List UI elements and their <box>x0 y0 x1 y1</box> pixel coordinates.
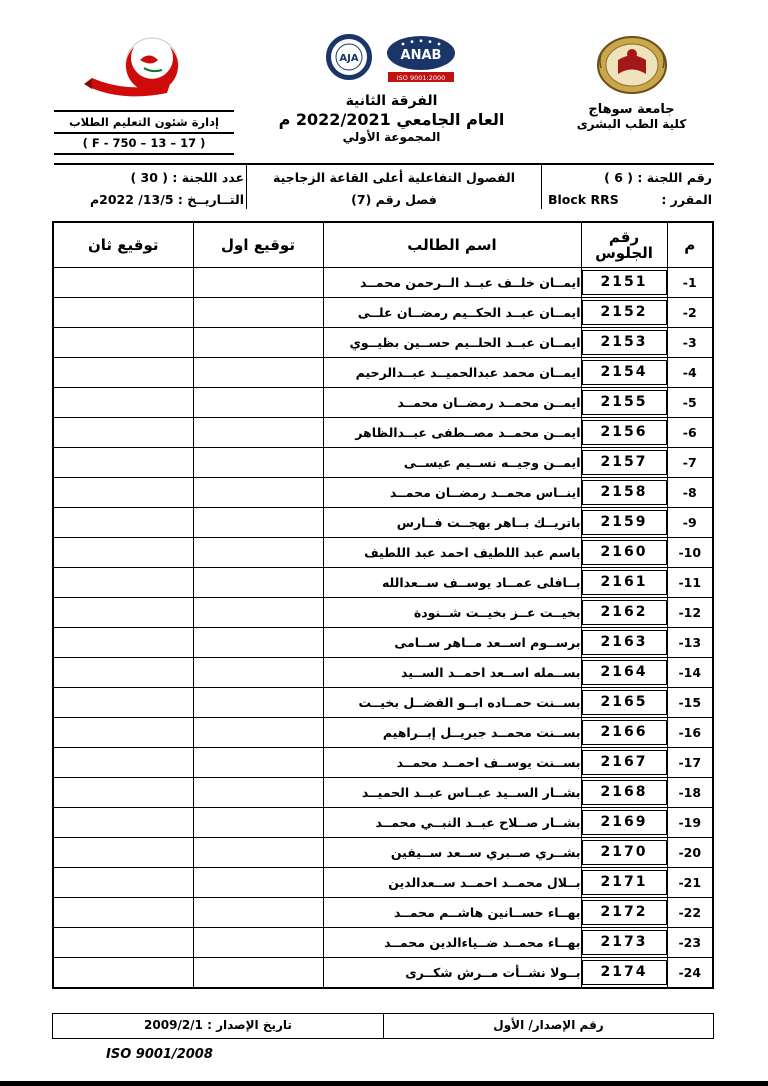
student-name: ايمــن محمــد مصــطفى عبــدالظاهر <box>323 418 581 448</box>
row-serial: 11- <box>667 568 713 598</box>
signature1-cell <box>193 928 323 958</box>
seat-cell <box>581 748 667 778</box>
signature1-cell <box>193 298 323 328</box>
university-crescent-logo-icon <box>74 85 214 104</box>
signature1-cell <box>193 508 323 538</box>
exam-date: التــاريــخ : 13/5/ 2022م <box>89 192 244 207</box>
signature1-cell <box>193 628 323 658</box>
signature1-cell <box>193 418 323 448</box>
footer-issue-box <box>52 1013 714 1039</box>
table-row <box>53 718 713 748</box>
signature2-cell <box>53 598 193 628</box>
student-name: باسم عبد اللطيف احمد عبد اللطيف <box>323 538 581 568</box>
signature1-cell <box>193 388 323 418</box>
seat-number: 2162 <box>582 600 667 625</box>
form-code: ( F - 750 – 13 – 17 ) <box>54 134 234 155</box>
signature1-cell <box>193 358 323 388</box>
seat-cell <box>581 538 667 568</box>
table-row <box>53 478 713 508</box>
seat-cell <box>581 358 667 388</box>
table-row <box>53 508 713 538</box>
seat-cell <box>581 418 667 448</box>
student-name: بســنت يوســف احمــد محمــد <box>323 748 581 778</box>
col-header-signature2: توقيع ثان <box>53 222 193 268</box>
table-row <box>53 358 713 388</box>
col-header-signature1: توقيع اول <box>193 222 323 268</box>
row-serial: 10- <box>667 538 713 568</box>
table-row <box>53 298 713 328</box>
grade-title: الفرقة الثانية <box>345 93 438 109</box>
aja-label: AJA <box>338 53 359 64</box>
table-row <box>53 268 713 298</box>
seat-number: 2152 <box>582 300 667 325</box>
course-row <box>542 187 714 209</box>
row-serial: 17- <box>667 748 713 778</box>
student-name: ايمــن وجيــه نســيم عيســى <box>323 448 581 478</box>
department-box <box>54 110 234 155</box>
seat-number: 2170 <box>582 840 667 865</box>
anab-iso-label: ISO 9001:2000 <box>396 74 445 82</box>
table-row <box>53 628 713 658</box>
seat-number: 2159 <box>582 510 667 535</box>
seat-number: 2165 <box>582 690 667 715</box>
seat-cell <box>581 718 667 748</box>
course-value: Block RRS <box>548 192 619 207</box>
seat-cell <box>581 268 667 298</box>
table-row <box>53 778 713 808</box>
row-serial: 6- <box>667 418 713 448</box>
signature2-cell <box>53 628 193 658</box>
table-row <box>53 688 713 718</box>
student-name: بخيــت عــز بخيــت شــنودة <box>323 598 581 628</box>
issue-number: رقم الإصدار/ الأول <box>383 1014 713 1038</box>
row-serial: 3- <box>667 328 713 358</box>
faculty-name: كلية الطب البشرى <box>576 117 687 131</box>
table-row <box>53 328 713 358</box>
seat-number: 2173 <box>582 930 667 955</box>
signature1-cell <box>193 448 323 478</box>
seat-cell <box>581 808 667 838</box>
signature2-cell <box>53 778 193 808</box>
signature1-cell <box>193 328 323 358</box>
university-emblem-icon <box>588 81 676 100</box>
certification-logos <box>237 34 547 88</box>
seat-number: 2163 <box>582 630 667 655</box>
seat-number: 2167 <box>582 750 667 775</box>
table-row <box>53 838 713 868</box>
row-serial: 4- <box>667 358 713 388</box>
signature1-cell <box>193 958 323 989</box>
row-serial: 15- <box>667 688 713 718</box>
signature1-cell <box>193 868 323 898</box>
row-serial: 24- <box>667 958 713 989</box>
signature2-cell <box>53 718 193 748</box>
seat-number: 2155 <box>582 390 667 415</box>
signature2-cell <box>53 418 193 448</box>
row-serial: 18- <box>667 778 713 808</box>
signature1-cell <box>193 808 323 838</box>
col-header-number: م <box>667 222 713 268</box>
table-row <box>53 448 713 478</box>
attendance-table <box>52 221 714 989</box>
aja-logo-icon <box>326 34 372 84</box>
header-university-block <box>549 34 714 131</box>
signature2-cell <box>53 748 193 778</box>
signature2-cell <box>53 478 193 508</box>
signature2-cell <box>53 928 193 958</box>
student-name: بشــري صــبري ســعد ســيفين <box>323 838 581 868</box>
seat-number: 2168 <box>582 780 667 805</box>
signature2-cell <box>53 448 193 478</box>
student-name: بــافلى عمــاد يوســف ســعدالله <box>323 568 581 598</box>
row-serial: 12- <box>667 598 713 628</box>
seat-cell <box>581 958 667 989</box>
row-serial: 20- <box>667 838 713 868</box>
header-department-block <box>54 34 234 155</box>
table-row <box>53 388 713 418</box>
seat-number: 2171 <box>582 870 667 895</box>
table-row <box>53 898 713 928</box>
seat-cell <box>581 298 667 328</box>
table-row <box>53 748 713 778</box>
row-serial: 8- <box>667 478 713 508</box>
row-serial: 7- <box>667 448 713 478</box>
seat-number: 2160 <box>582 540 667 565</box>
signature2-cell <box>53 268 193 298</box>
student-name: بــلال محمــد احمــد ســعدالدين <box>323 868 581 898</box>
academic-year-title: العام الجامعي 2022/2021 م <box>278 110 505 129</box>
signature1-cell <box>193 568 323 598</box>
seat-cell <box>581 448 667 478</box>
seat-cell <box>581 628 667 658</box>
page-bottom-edge <box>0 1081 768 1086</box>
seat-cell <box>581 838 667 868</box>
col-header-seat <box>581 222 667 268</box>
seat-cell <box>581 928 667 958</box>
row-serial: 5- <box>667 388 713 418</box>
student-name: بســنت محمــد جبريــل إبــراهيم <box>323 718 581 748</box>
row-serial: 22- <box>667 898 713 928</box>
seat-cell <box>581 688 667 718</box>
seat-number: 2161 <box>582 570 667 595</box>
table-row <box>53 568 713 598</box>
row-serial: 14- <box>667 658 713 688</box>
student-name: اينــاس محمــد رمضــان محمــد <box>323 478 581 508</box>
table-row <box>53 418 713 448</box>
iso-certification-text: ISO 9001/2008 <box>106 1047 213 1062</box>
signature1-cell <box>193 478 323 508</box>
student-name: بهــاء محمــد ضــياءالدين محمــد <box>323 928 581 958</box>
signature2-cell <box>53 358 193 388</box>
student-name: بهــاء حســانين هاشــم محمــد <box>323 898 581 928</box>
signature2-cell <box>53 508 193 538</box>
seat-number: 2154 <box>582 360 667 385</box>
committee-number: رقم اللجنة : ( 6 ) <box>604 170 712 185</box>
table-row <box>53 958 713 989</box>
row-serial: 16- <box>667 718 713 748</box>
signature1-cell <box>193 598 323 628</box>
student-name: بشــار الســيد عبــاس عبــد الحميــد <box>323 778 581 808</box>
seat-number: 2156 <box>582 420 667 445</box>
row-serial: 1- <box>667 268 713 298</box>
signature1-cell <box>193 688 323 718</box>
signature1-cell <box>193 748 323 778</box>
anab-label: ANAB <box>400 48 441 63</box>
signature1-cell <box>193 658 323 688</box>
student-name: بســمله اســعد احمــد الســيد <box>323 658 581 688</box>
signature1-cell <box>193 838 323 868</box>
seat-cell <box>581 478 667 508</box>
signature2-cell <box>53 298 193 328</box>
row-serial: 13- <box>667 628 713 658</box>
row-serial: 2- <box>667 298 713 328</box>
signature2-cell <box>53 838 193 868</box>
seat-cell <box>581 508 667 538</box>
exam-info-strip <box>54 163 714 209</box>
seat-header-line2: الجلوس <box>595 244 653 262</box>
seat-cell <box>581 778 667 808</box>
seat-cell <box>581 658 667 688</box>
signature2-cell <box>53 568 193 598</box>
header-title-block <box>237 34 547 144</box>
seat-cell <box>581 598 667 628</box>
seat-number: 2151 <box>582 270 667 295</box>
seat-cell <box>581 868 667 898</box>
group-title: المجموعة الأولي <box>342 130 441 144</box>
signature2-cell <box>53 898 193 928</box>
signature1-cell <box>193 538 323 568</box>
hall-location: الفصول التفاعلية أعلى القاعة الزجاجية <box>246 165 542 187</box>
student-name: برســوم اســعد مــاهر ســامى <box>323 628 581 658</box>
signature2-cell <box>53 328 193 358</box>
student-name: ايمــن محمــد رمضــان محمــد <box>323 388 581 418</box>
course-label: المقرر : <box>661 192 712 207</box>
seat-cell <box>581 898 667 928</box>
seat-cell <box>581 388 667 418</box>
student-name: ايمــان محمد عبدالحميــد عبــدالرحيم <box>323 358 581 388</box>
row-serial: 23- <box>667 928 713 958</box>
signature2-cell <box>53 658 193 688</box>
signature2-cell <box>53 538 193 568</box>
seat-number: 2158 <box>582 480 667 505</box>
table-row <box>53 598 713 628</box>
col-header-name: اسم الطالب <box>323 222 581 268</box>
class-number: فصل رقم (7) <box>246 187 542 209</box>
signature2-cell <box>53 388 193 418</box>
signature1-cell <box>193 718 323 748</box>
seat-cell <box>581 568 667 598</box>
student-name: باتريــك بــاهر بهجــت فــارس <box>323 508 581 538</box>
student-name: ايمــان عبــد الحلــيم حســين بظيــوي <box>323 328 581 358</box>
signature2-cell <box>53 808 193 838</box>
table-row <box>53 928 713 958</box>
department-name: إدارة شئون التعليم الطلاب <box>54 112 234 134</box>
table-row <box>53 538 713 568</box>
page-header <box>54 34 714 155</box>
signature1-cell <box>193 778 323 808</box>
signature2-cell <box>53 958 193 989</box>
signature2-cell <box>53 688 193 718</box>
row-serial: 19- <box>667 808 713 838</box>
seat-number: 2153 <box>582 330 667 355</box>
signature2-cell <box>53 868 193 898</box>
seat-number: 2164 <box>582 660 667 685</box>
university-name: جامعة سوهاج <box>588 102 675 117</box>
seat-cell <box>581 328 667 358</box>
student-name: بشــار صــلاح عبــد النبــي محمــد <box>323 808 581 838</box>
issue-date: تاريخ الإصدار : 2009/2/1 <box>144 1018 292 1032</box>
seat-number: 2157 <box>582 450 667 475</box>
seat-number: 2174 <box>582 960 667 985</box>
seat-header-line1: رقم <box>608 227 640 246</box>
table-row <box>53 808 713 838</box>
table-row <box>53 868 713 898</box>
signature1-cell <box>193 268 323 298</box>
table-row <box>53 658 713 688</box>
seat-number: 2172 <box>582 900 667 925</box>
row-serial: 21- <box>667 868 713 898</box>
anab-logo-icon <box>384 34 458 88</box>
student-rows <box>53 268 713 989</box>
student-name: ايمــان عبــد الحكــيم رمضــان علــى <box>323 298 581 328</box>
table-header <box>53 222 713 268</box>
signature1-cell <box>193 898 323 928</box>
student-name: ايمــان خلــف عبــد الــرحمن محمــد <box>323 268 581 298</box>
seat-number: 2166 <box>582 720 667 745</box>
row-serial: 9- <box>667 508 713 538</box>
student-name: بــولا نشــأت مــرش شكــرى <box>323 958 581 989</box>
seat-number: 2169 <box>582 810 667 835</box>
student-name: بســنت حمــاده ابــو الفضــل بخيــت <box>323 688 581 718</box>
committee-count: عدد اللجنة : ( 30 ) <box>130 170 244 185</box>
